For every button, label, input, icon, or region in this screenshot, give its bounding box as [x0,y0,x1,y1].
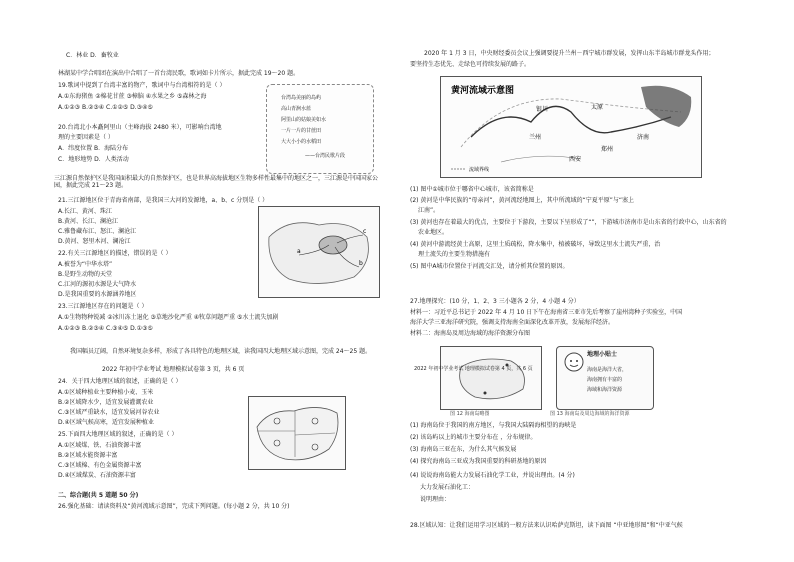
q20-option-c: C．地形地势 D．人类活动 [58,156,129,163]
q19-intro: 林湖某中学合唱团在演出中合唱了一首台湾民歌，歌词如卡片所示，据此完成 19～20 题。 [58,70,300,77]
intro-line-a: 2020 年 1 月 3 日，中央财经委员会议上强调要提升兰州－西宁城市群发展，发挥山东半岛城市群龙头作用； [424,50,715,57]
q22-option-d: D.是我国重要的水源涵养地区 [58,291,137,298]
q19-answers: A.①②③ B.②③④ C.①②⑤ D.③④⑤ [58,104,153,111]
q22-question: 22.有关三江源地区的描述，错误的是（ ） [58,250,172,257]
q20-question-cont: 理的主要因素是（ ） [58,134,114,141]
q22-option-b: B.是野生动物的天堂 [58,271,113,278]
q26-3-cont: 农业地区。 [418,229,449,236]
q26-4: (4) 黄河中游流经黄土高原，这里土质疏松，降水集中，植被破坏，导致这里水土流失严重，治 [410,241,661,248]
map-label-b: b [359,260,363,267]
china-regions-map [248,396,346,470]
q25-option-d: D.④区域煤炭、石油资源丰富 [58,472,136,479]
city-lanzhou: 兰州 [529,134,542,141]
map-label-a: a [297,248,301,255]
q24-option-a: A.①区域种植业主要种植小麦、玉米 [58,389,154,396]
city-taiyuan: 太原 [591,104,604,111]
q26-question: 26.强化基础：请读资料及“黄河流域示意图”，完成下列问题。(每小题 2 分，共 10 分) [58,503,290,510]
page-footer-4: 2022 年初中学业考试 地理模拟试卷第 4 页，共 6 页 [414,366,533,372]
q25-question: 25.下面四大地理区域的叙述，正确的是（ ） [58,431,178,438]
yellow-river-map [440,76,702,178]
q25-option-b: B.②区域水能资源丰富 [58,452,118,459]
q21-question: 21.三江源地区位于青海省南部，是我国三大河的发源地，a、b、c 分别是（ ） [58,197,269,204]
q23-question: 23.三江源地区存在的问题是（ ） [58,303,148,310]
intro-21-23: 三江源自然保护区是我国面积最大的自然保护区，也是世界高海拔地区生物多样性最集中的地区之一，三江源是中国国家公园，据此完成 21～23 题。 [54,175,379,189]
q24-option-b: B.②区域降水少，适宜发展灌溉农业 [58,399,154,406]
song-lyric-card: 台湾岛美丽的岛屿 高山青涧水蓝 阿里山的姑娘美如水 一片一片的甘蔗田 大大小小的水稻田 ——台湾民歌片段 [266,84,374,174]
q21-option-c: C.雅鲁藏布江、怒江、澜沧江 [58,228,137,235]
q21-option-a: A.长江、黄河、珠江 [58,208,112,215]
q20-question: 20.台湾北小本矗阿里山（主峰海拔 2480 米），可影响台湾地 [58,124,222,131]
q24-option-d: D.④区域气候高寒，适宜发展种植业 [58,419,154,426]
q27-material-1: 材料一：习近平总书记于 2022 年 4 月 10 日下午在海南省三亚市先后考察了崖州湾种子实验室，中国 [410,309,683,316]
child-avatar-icon [563,351,585,373]
intro-line-b: 要坚持生态优先、走绿色可持续发展的路子。 [410,61,531,68]
city-yinchuan: 银川 [536,106,549,113]
q21-option-d: D.黄河、怒里木河、澜沧江 [58,238,131,245]
q28-title: 28.区域认知：让我们运用学习区域的一般方法来认识哈萨克斯坦，读下面图 “中亚地形图”和“中亚气候 [410,522,683,529]
q22-option-c: C.江河的源初水源是大气降水 [58,281,137,288]
map-legend: 流域界线 [469,167,490,173]
city-zhengzhou: 郑州 [601,146,614,153]
intro-24-25: 我国幅员辽阔，自然环境复杂多样，形成了各具特色的地理区域，读我国四大地理区域示意图，完成 24～25 题。 [70,348,372,355]
sanjiangyuan-map [258,206,380,298]
q27-title: 27.地理探究：(10 分，1、2、3 三小题各 2 分，4 小题 4 分） [410,298,580,305]
page-footer-3: 2022 年初中学业考试 地理模拟试卷第 3 页，共 6 页 [102,366,245,373]
city-jinan: 济南 [637,134,650,141]
q26-2-cont: 江南”。 [418,207,440,214]
fig12-caption: 图 12 海南岛略图 [450,411,490,417]
q22-option-a: A.被誉为“中华水塔” [58,261,113,268]
q27-4: (4) 探究海南岛三亚成为我国重要的科研基地的原因 [410,458,547,465]
q27-material-1-cont: 海洋大学三亚海洋研究院，强调支持海南全面深化改革开放，发展海洋经济。 [410,319,615,326]
hainan-map-svg [441,347,541,409]
geo-tips-card: 地理小贴士 海南是海洋大省， 海南拥有丰富的 海域和海洋资源 [556,346,654,410]
sanjiangyuan-map-svg [259,207,379,297]
section-2-title: 二、综合题(共 5 道题 50 分) [58,492,139,499]
china-regions-map-svg [249,397,345,469]
q19-question: 19.歌词中提到了台湾丰富的物产，歌词中与台湾相符的是（ ） [58,82,226,89]
q27-1: (1) 海南岛位于我国的南方地区，与我国大陆隔海相望的海峡是 [410,422,577,429]
q27-material-2: 材料二：海南岛及周边海域的海洋资源分布图 [410,330,531,337]
q20-option-a: A．纬度位置 B．海陆分布 [58,145,129,152]
q27-5: (4) 说说海南岛能大力发展石油化学工业，并说出理由。(4 分) [410,472,575,479]
q25-option-a: A.①区域煤、铁、石油资源丰富 [58,442,142,449]
q24-question: 24．关于四大地理区域的叙述，正确的是（ ） [58,378,182,385]
q21-option-b: B.黄河、长江、澜沧江 [58,218,119,225]
q25-option-c: C.③区域棉、有色金属资源丰富 [58,462,142,469]
q27-3: (3) 海南岛三亚在东，为什么其气候发展 [410,446,517,453]
q24-option-c: C.③区域严重缺水，适宜发展河谷农业 [58,409,160,416]
geo-tips-title: 地理小贴士 [587,351,618,358]
q26-4-cont: 理土流失的主要生物措施有 [418,251,491,258]
map-label-c: c [363,228,367,235]
q27-5-answer-2: 说明理由： [420,496,451,503]
q26-1: (1) 图中①城市位于哪省中心城市，该省简称是 [410,186,534,193]
q27-5-answer-1: 大力发展石油化工： [420,484,475,491]
yellow-river-map-svg [441,77,701,177]
hainan-map [440,346,542,410]
map-title: 黄河流域示意图 [451,86,515,96]
q23-options: A.①生物物种锐减 ②冰川冻土退化 ③草地沙化严重 ④牧草问题严重 ⑤水土流失加剧 [58,314,279,321]
q23-answers: A.①②③ B.②③④ C.③④⑤ D.①③⑤ [58,325,153,332]
q27-2: (2) 该岛屿以上的城市主要分布在 ，分布规律。 [410,434,537,441]
q26-5: (5) 图中A城市位置位于河流交汇处，请分析其位置的原因。 [410,263,569,270]
q26-2: (2) 黄河是中华民族的“母亲河”，黄河流经地图上，其中所流域的“宁夏平原”与“塞上 [410,197,634,204]
q18-options: C．林业 D．畜牧业 [66,52,119,59]
q26-3: (3) 黄河也存在着最大的优点，主要位于下游段，主要以下呈形成了“”，下游城市济南市是山东省的行政中心，山东省的 [410,219,727,226]
fig13-caption: 图 13 海南岛及周边海域的海洋资源 [550,411,630,417]
q19-options: A.①东海猪鱼 ②棉花甘蔗 ③樟脑 ④水果之乡 ⑤森林之海 [58,93,207,100]
city-xian: 西安 [569,156,582,163]
